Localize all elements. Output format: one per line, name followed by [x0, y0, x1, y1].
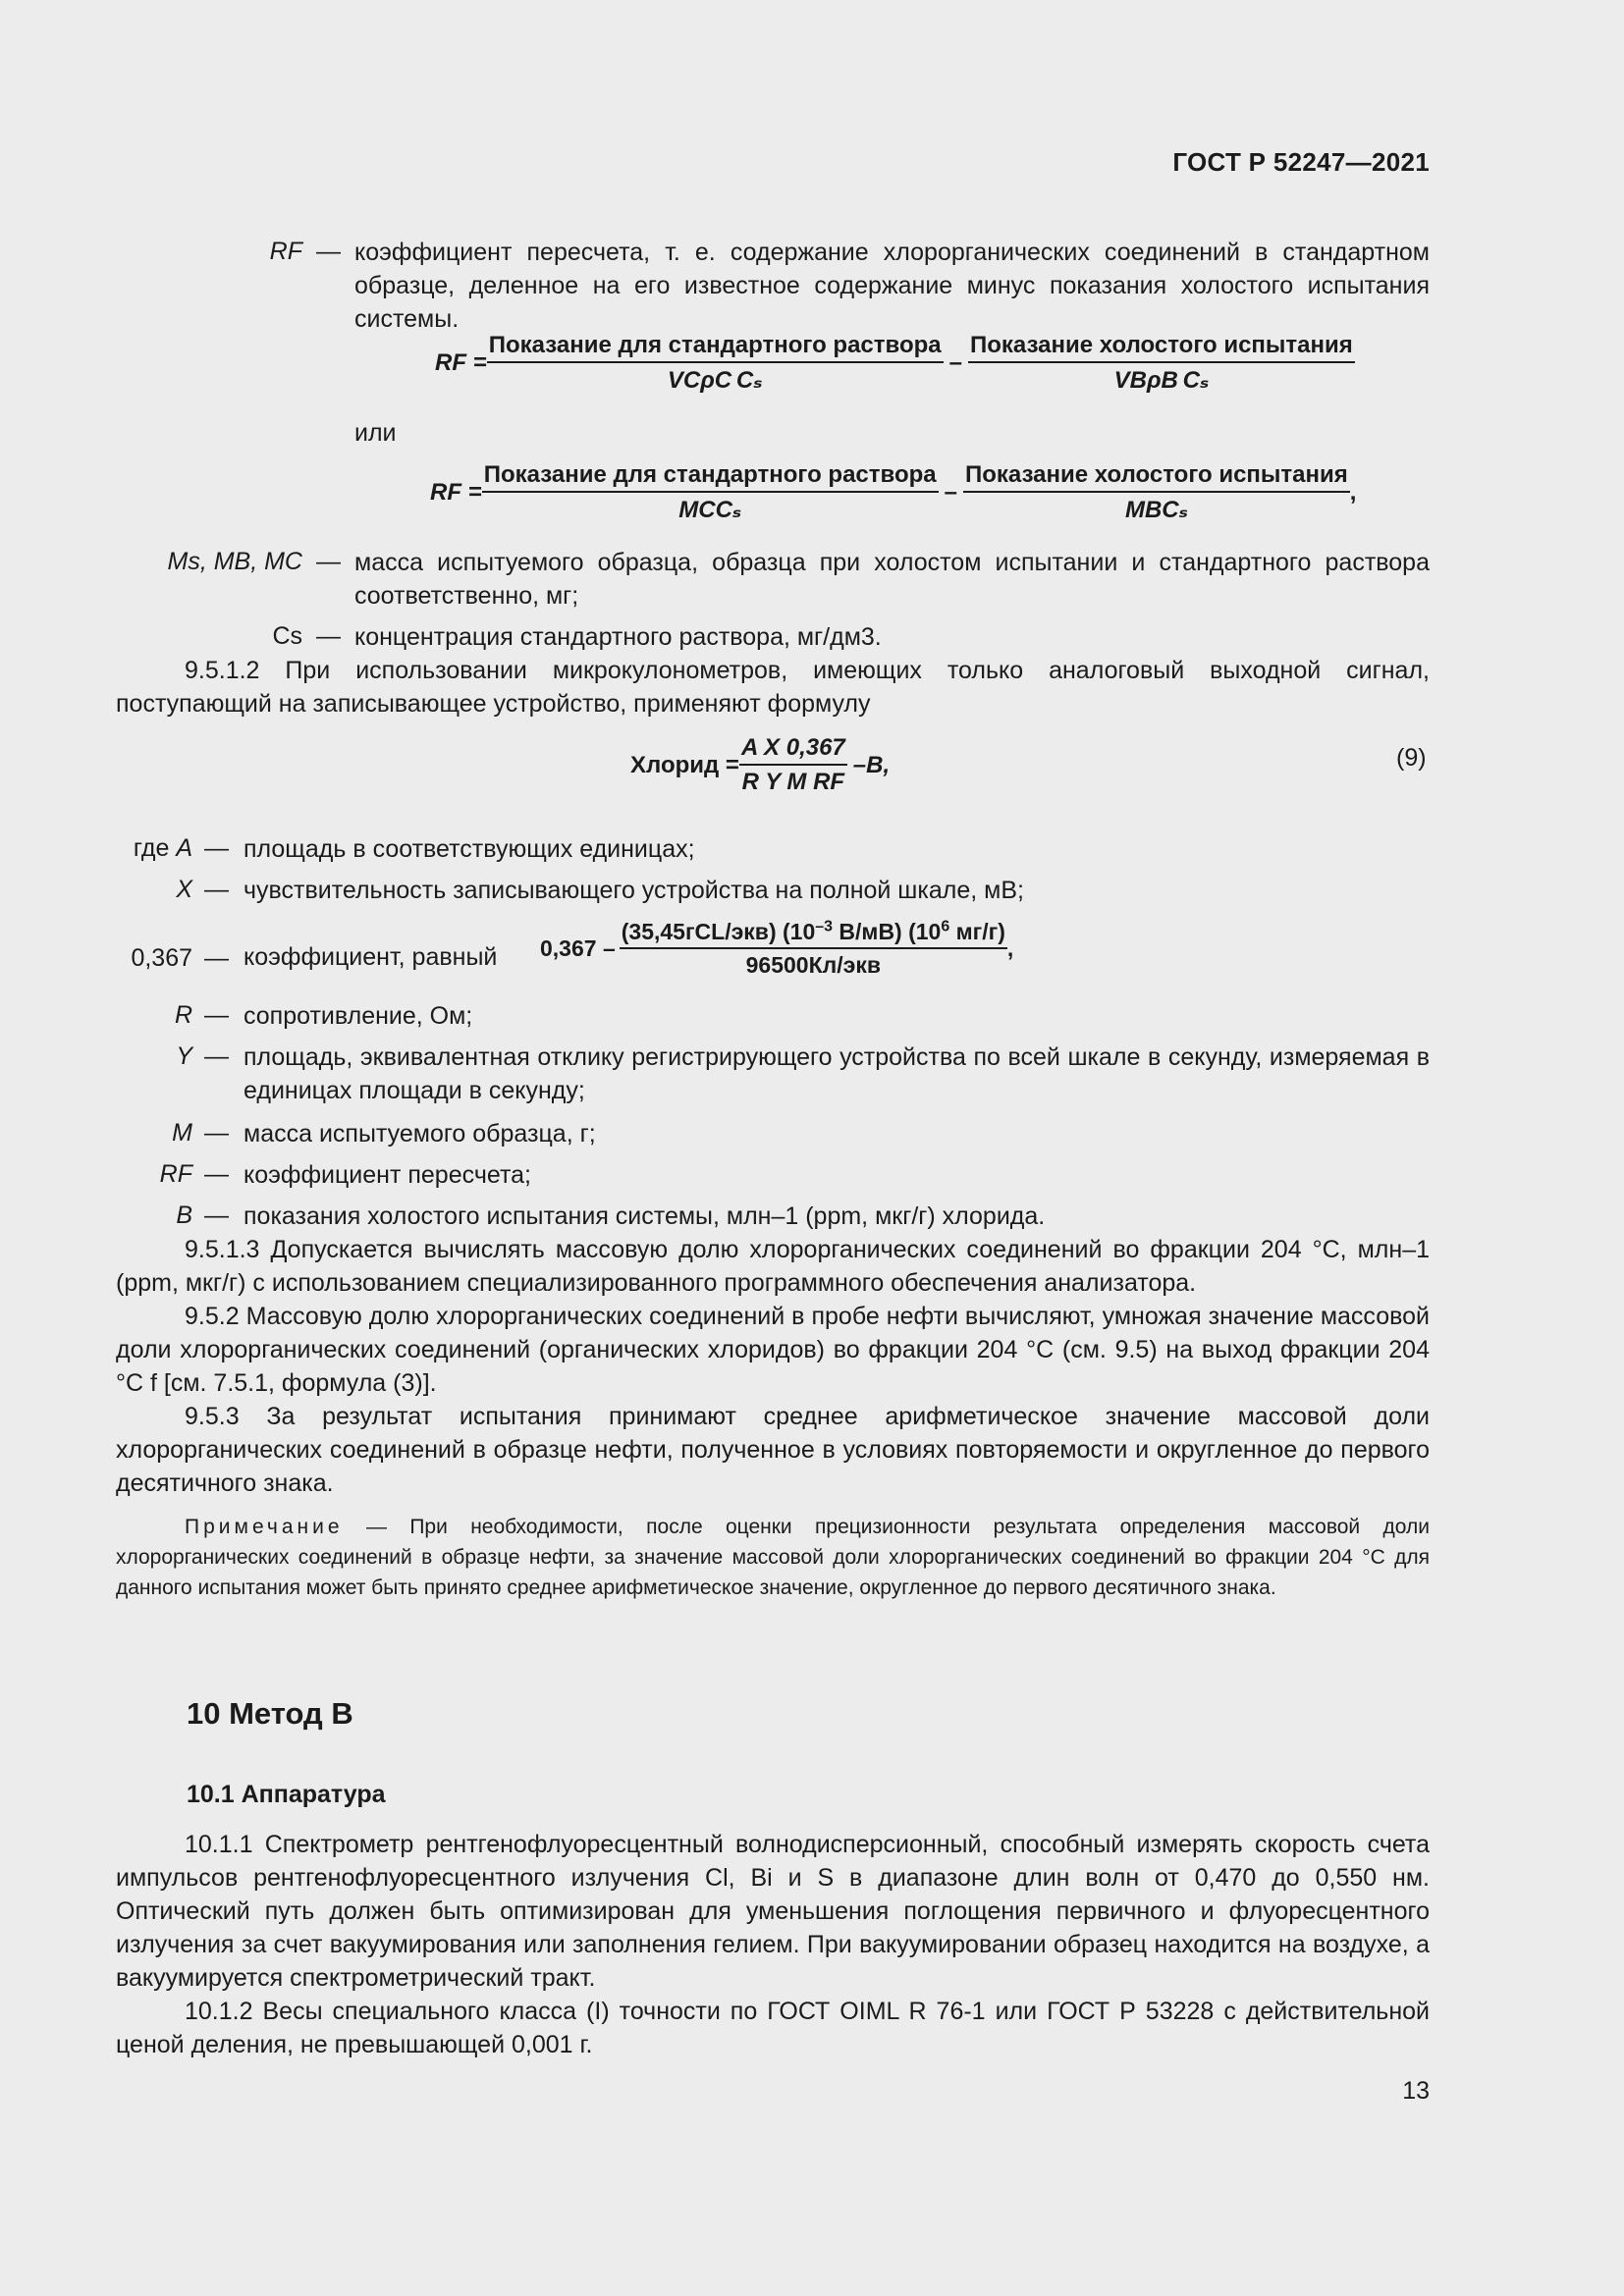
where-x: чувствительность записывающего устройства на полной шкале, мВ;	[244, 877, 1024, 904]
fraction-denominator: VСρС Cₛ	[667, 367, 763, 394]
term-dash: —	[204, 944, 229, 972]
cs-definition: концентрация стандартного раствора, мг/дм3.	[354, 623, 882, 651]
fraction-denominator: MСCₛ	[678, 497, 742, 523]
formula-9	[630, 734, 890, 796]
paragraph-9-5-1-3: 9.5.1.3 Допускается вычислять массовую долю хлорорганических соединений во фракции 204 °С, млн–1 (ppm, мкг/г) с использованием специализированного программного обеспечения анализатора.	[116, 1236, 1430, 1297]
term-rf-2: RF	[159, 1160, 192, 1188]
fraction-numerator: Показание для стандартного раствора	[487, 332, 944, 363]
term-rf: RF	[269, 238, 302, 265]
term-0367: 0,367	[131, 944, 192, 972]
fraction-denominator: R Y M RF	[741, 769, 845, 795]
fraction-denominator: 96500Кл/экв	[745, 952, 881, 978]
formula-lhs: 0,367 –	[540, 935, 616, 961]
formula-number: (9)	[1396, 744, 1427, 772]
paragraph-9-5-2: 9.5.2 Массовую долю хлорорганических соединений в пробе нефти вычисляют, умножая значение массовой доли хлорорганических соединений (органических хлоридов) во фракции 204 °С (см. 9.5) на выход фракции 204 °С f [см. 7.5.1, формула (3)].	[116, 1303, 1430, 1397]
where-rf: коэффициент пересчета;	[244, 1161, 531, 1189]
term-dash: —	[204, 1160, 229, 1188]
term-dash: —	[204, 1119, 229, 1147]
formula-rf-1	[435, 332, 1355, 395]
where-b: показания холостого испытания системы, млн–1 (ppm, мкг/г) хлорида.	[244, 1202, 1046, 1230]
paragraph-10-1-2: 10.1.2 Весы специального класса (I) точности по ГОСТ OIML R 76-1 или ГОСТ Р 53228 с действительной ценой деления, не превышающей 0,001 г.	[116, 1998, 1430, 2058]
term-dash: —	[204, 834, 229, 862]
paragraph-9-5-1-2: 9.5.1.2 При использовании микрокулонометров, имеющих только аналоговый выходной сигнал, поступающий на записывающее устройство, применяют формулу	[116, 657, 1430, 718]
fraction	[482, 461, 939, 524]
fraction-numerator: Показание для стандартного раствора	[482, 461, 939, 493]
term-a: где A	[133, 834, 192, 862]
fraction-numerator: Показание холостого испытания	[963, 461, 1350, 493]
formula-rf-2	[430, 461, 1356, 524]
formula-tail: ,	[1006, 935, 1014, 961]
where-a: площадь в соответствующих единицах;	[244, 835, 695, 863]
fraction	[963, 461, 1350, 524]
where-y: площадь, эквивалентная отклику регистрирующего устройства по всей шкале в секунду, измеряемая в единицах площади в секунду;	[244, 1043, 1430, 1104]
term-x: X	[176, 876, 192, 903]
fraction-denominator: MВCₛ	[1124, 497, 1188, 523]
section-title: 10 Метод В	[187, 1696, 353, 1731]
note-text: — При необходимости, после оценки прецизионности результата определения массовой доли хлорорганических соединений в образце нефти, за значение массовой доли хлорорганических соединений во фракции 204 °С для данного испытания может быть принято среднее арифметическое значение, округленное до первого десятичного знака.	[116, 1516, 1430, 1599]
where-m: масса испытуемого образца, г;	[244, 1120, 596, 1148]
term-dash: —	[204, 1201, 229, 1229]
term-cs: Cs	[272, 622, 302, 650]
term-dash: —	[316, 622, 341, 650]
formula-tail: –B,	[852, 751, 891, 778]
subsection-title: 10.1 Аппаратура	[187, 1781, 386, 1808]
term-r: R	[174, 1001, 192, 1029]
formula-lhs: RF =	[430, 479, 482, 506]
term-m: M	[172, 1119, 192, 1147]
coefficient-formula	[540, 919, 1013, 979]
formula-lhs: RF =	[435, 349, 487, 376]
formula-tail: ,	[1349, 479, 1357, 506]
fraction-denominator: VВρВ Cₛ	[1113, 367, 1210, 394]
note-label: Примечание	[185, 1516, 344, 1538]
term-dash: —	[204, 876, 229, 903]
fraction	[739, 734, 847, 796]
where-r: сопротивление, Ом;	[244, 1002, 473, 1030]
fraction	[487, 332, 944, 395]
note	[116, 1512, 1430, 1603]
fraction	[968, 332, 1355, 395]
formula-minus: –	[948, 349, 962, 376]
formula-lhs: Хлорид =	[630, 751, 739, 778]
term-y: Y	[176, 1042, 192, 1070]
document-header: ГОСТ Р 52247—2021	[1172, 147, 1430, 177]
term-dash: —	[316, 238, 341, 265]
paragraph-9-5-3: 9.5.3 За результат испытания принимают среднее арифметическое значение массовой доли хлорорганических соединений в образце нефти, полученное в условиях повторяемости и округленное до первого десятичного знака.	[116, 1403, 1430, 1497]
fraction	[620, 919, 1007, 979]
paragraph-10-1-1: 10.1.1 Спектрометр рентгенофлуоресцентный волнодисперсионный, способный измерять скорость счета импульсов рентгенофлуоресцентного излучения Cl, Bi и S в диапазоне длин волн от 0,470 до 0,550 нм. Оптический путь должен быть оптимизирован для уменьшения поглощения первичного и флуоресцентного излучения за счет вакуумирования или заполнения гелием. При вакуумировании образец находится на воздухе, а вакуумируется спектрометрический тракт.	[116, 1831, 1430, 1992]
formula-minus: –	[944, 479, 957, 506]
term-masses: Ms, MB, MC	[167, 548, 302, 575]
masses-definition: масса испытуемого образца, образца при холостом испытании и стандартного раствора соответственно, мг;	[354, 549, 1430, 610]
term-dash: —	[204, 1001, 229, 1029]
or-word: или	[354, 419, 397, 447]
fraction-numerator: Показание холостого испытания	[968, 332, 1355, 363]
rf-definition: коэффициент пересчета, т. е. содержание хлорорганических соединений в стандартном образце, деленное на его известное содержание минус показания холостого испытания системы.	[354, 239, 1430, 333]
fraction-numerator: (35,45гCL/экв) ($10^{-3}$ В/мВ) ($10^6$ мг/г)	[620, 919, 1007, 949]
where-0367: коэффициент, равный	[244, 943, 498, 971]
term-dash: —	[316, 548, 341, 575]
term-dash: —	[204, 1042, 229, 1070]
term-b: B	[176, 1201, 192, 1229]
fraction-numerator: A X 0,367	[739, 734, 847, 766]
page-number: 13	[1402, 2077, 1430, 2105]
